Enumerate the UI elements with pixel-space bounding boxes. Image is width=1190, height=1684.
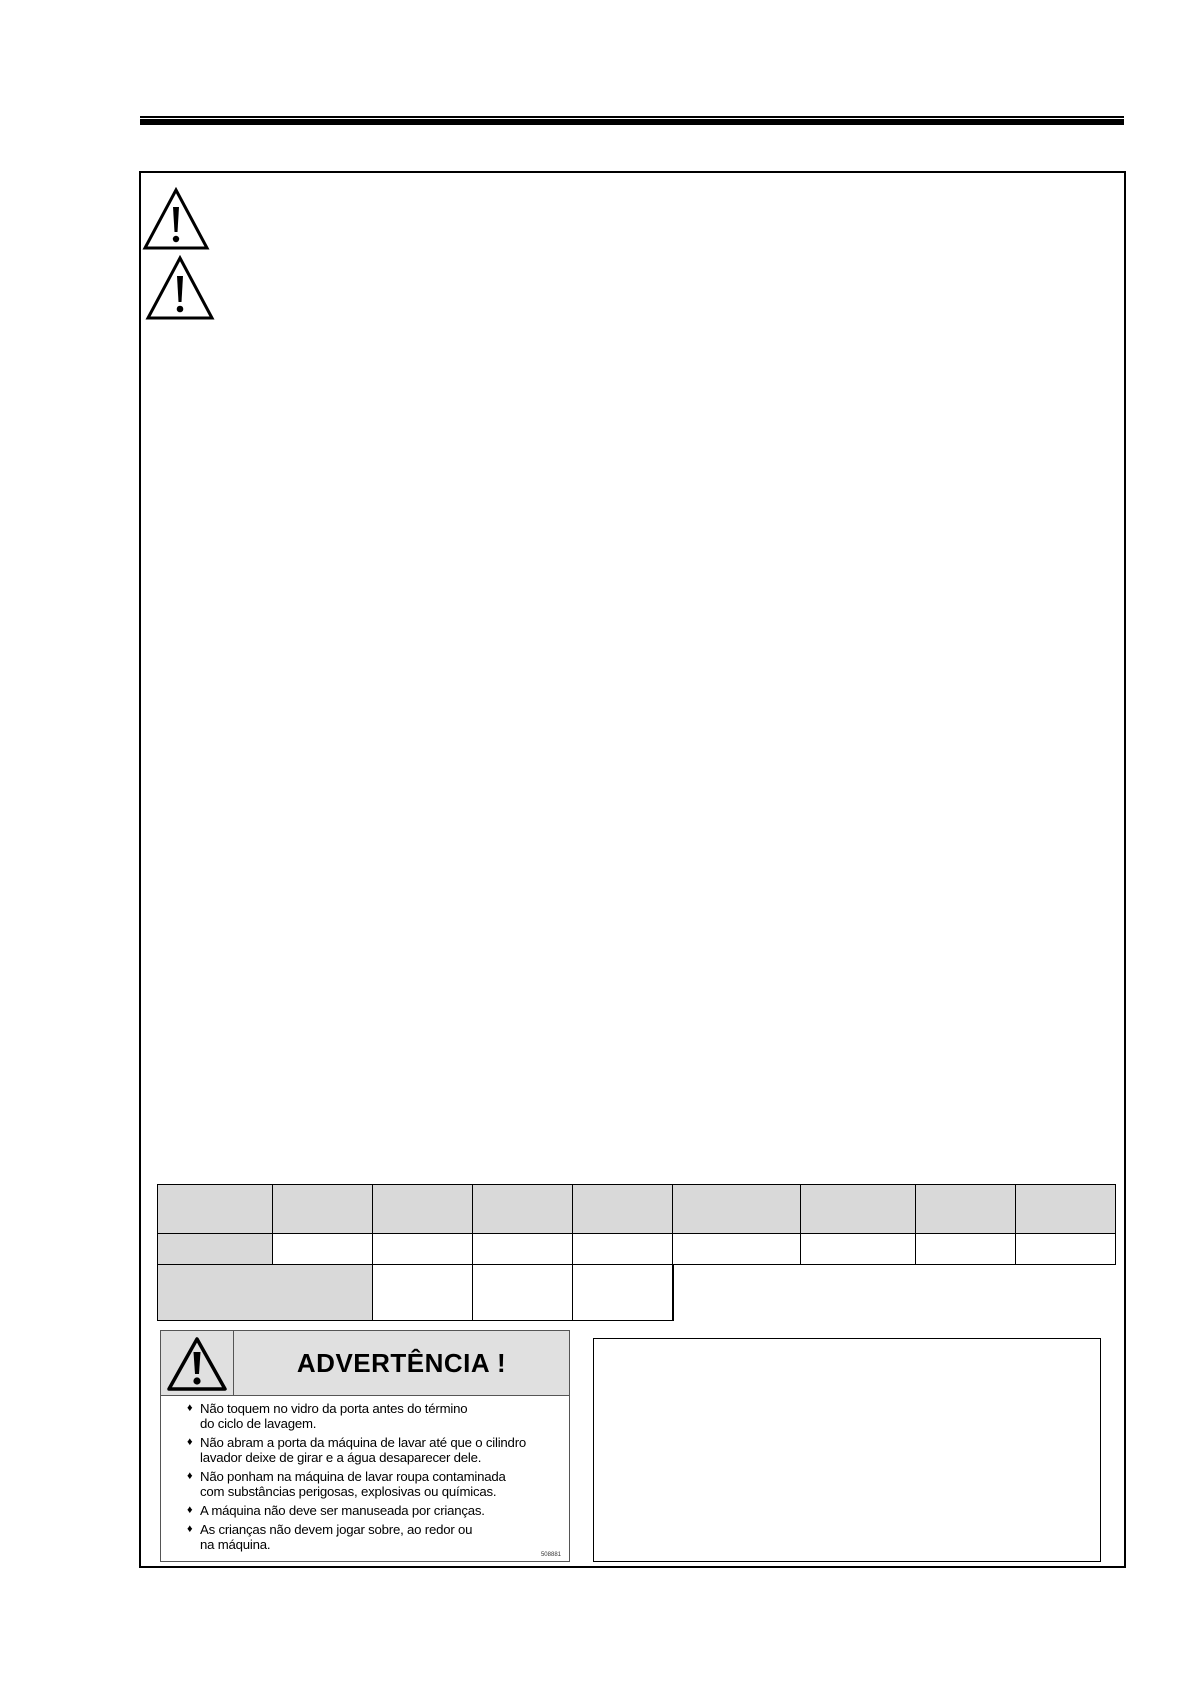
table-header-cell <box>673 1185 801 1234</box>
list-item: ♦ Não toquem no vidro da porta antes do término do ciclo de lavagem. <box>187 1401 468 1431</box>
warning-triangle-icon <box>142 187 210 251</box>
specification-table <box>157 1184 1116 1321</box>
list-item: ♦ Não abram a porta da máquina de lavar até que o cilindro lavador deixe de girar e a água desaparecer dele. <box>187 1435 527 1465</box>
warning-label-header <box>161 1331 569 1396</box>
table-row <box>158 1234 1116 1265</box>
list-item: ♦ Não ponham na máquina de lavar roupa contaminada com substâncias perigosas, explosivas ou químicas. <box>187 1469 506 1499</box>
diamond-bullet-icon: ♦ <box>187 1402 193 1414</box>
table-cell <box>373 1265 473 1321</box>
table-row <box>158 1185 1116 1234</box>
table-cell <box>158 1265 373 1321</box>
table-cell <box>673 1234 801 1265</box>
table-header-cell <box>158 1185 273 1234</box>
warning-triangle-icon <box>166 1336 228 1392</box>
table-cell <box>573 1265 673 1321</box>
table-header-cell <box>373 1185 473 1234</box>
table-cell <box>573 1234 673 1265</box>
table-cell <box>801 1234 916 1265</box>
table-header-cell <box>801 1185 916 1234</box>
list-item: ♦ As crianças não devem jogar sobre, ao redor ou na máquina. <box>187 1522 473 1552</box>
warning-triangle-icon <box>145 255 215 321</box>
table-header-cell <box>916 1185 1016 1234</box>
warning-label-title: ADVERTÊNCIA ! <box>296 1347 507 1378</box>
diamond-bullet-icon: ♦ <box>187 1470 193 1482</box>
table-cell <box>916 1234 1016 1265</box>
warning-label-list <box>187 1401 565 1556</box>
table-empty-area <box>673 1265 1116 1321</box>
table-header-cell <box>473 1185 573 1234</box>
table-cell <box>158 1234 273 1265</box>
table-row <box>158 1265 1116 1321</box>
diamond-bullet-icon: ♦ <box>187 1523 193 1535</box>
header-rule-thin <box>140 116 1124 118</box>
label-code: 508881 <box>540 1552 561 1558</box>
table-cell <box>473 1234 573 1265</box>
table-cell <box>473 1265 573 1321</box>
table-header-cell <box>1016 1185 1116 1234</box>
table-header-cell <box>273 1185 373 1234</box>
warning-label <box>160 1330 570 1562</box>
table-header-cell <box>573 1185 673 1234</box>
empty-box <box>593 1338 1101 1562</box>
diamond-bullet-icon: ♦ <box>187 1436 193 1448</box>
diamond-bullet-icon: ♦ <box>187 1504 193 1516</box>
list-item: ♦ A máquina não deve ser manuseada por crianças. <box>187 1503 485 1518</box>
warning-label-icon-cell <box>161 1331 234 1395</box>
table-cell <box>373 1234 473 1265</box>
table-cell <box>1016 1234 1116 1265</box>
header-rule-thick <box>140 119 1124 125</box>
table-cell <box>273 1234 373 1265</box>
